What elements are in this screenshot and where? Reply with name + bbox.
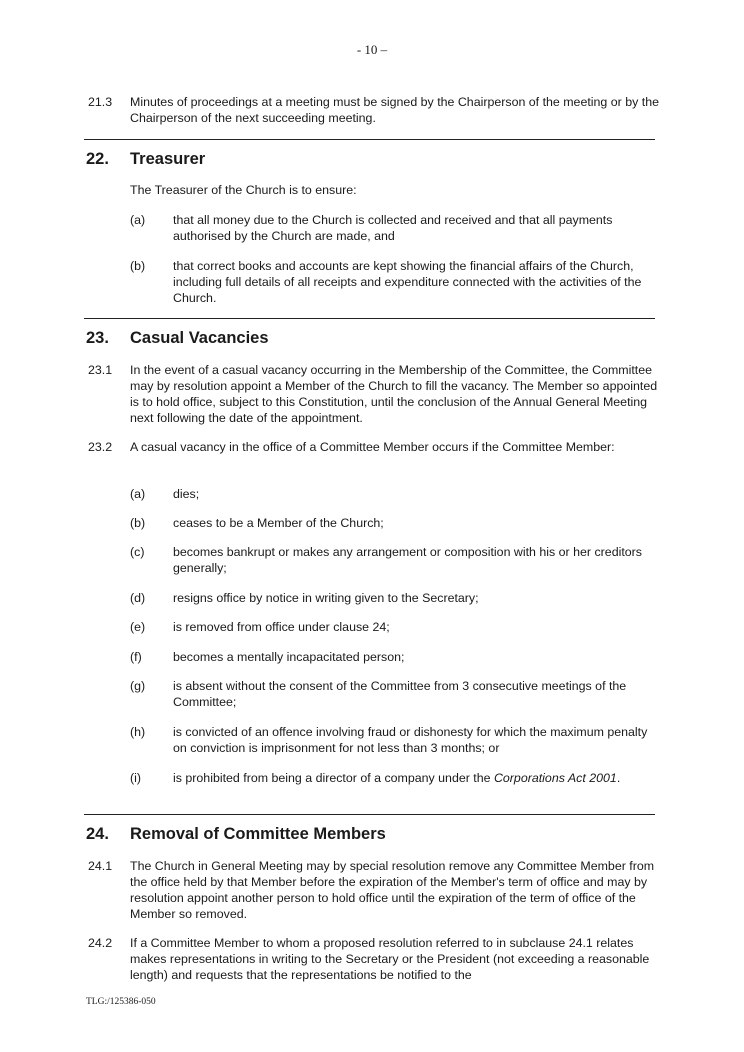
list-item — [130, 770, 660, 786]
item-label: (i) — [130, 771, 142, 785]
list-item — [130, 515, 660, 531]
item-label: (a) — [130, 487, 146, 501]
clause-number: 21.3 — [88, 95, 113, 109]
item-text: becomes a mentally incapacitated person; — [173, 650, 405, 664]
document-reference: TLG:/125386-050 — [86, 997, 156, 1007]
clause-number: 24.1 — [88, 859, 113, 873]
item-label: (c) — [130, 545, 145, 559]
list-item — [130, 724, 660, 756]
page-number: - 10 – — [356, 42, 388, 57]
section-number: 24. — [86, 825, 109, 843]
item-text: ceases to be a Member of the Church; — [173, 516, 384, 530]
section-intro: The Treasurer of the Church is to ensure: — [130, 183, 357, 197]
list-item — [130, 486, 660, 502]
clause-21-3 — [88, 94, 660, 126]
clause-23-1 — [88, 362, 660, 426]
item-text: dies; — [173, 487, 200, 501]
section-divider — [84, 139, 655, 140]
section-number: 22. — [86, 150, 109, 168]
list-item — [130, 258, 660, 306]
item-label: (h) — [130, 725, 146, 739]
item-label: (g) — [130, 679, 146, 693]
item-label: (e) — [130, 620, 146, 634]
item-label: (b) — [130, 259, 146, 273]
list-item — [130, 649, 660, 665]
clause-text: If a Committee Member to whom a proposed resolution referred to in subclause 24.1 relates makes representations in writing to the Secretary or the President (not exceeding a reasonable length) and requests that the representations be notified to the — [130, 936, 650, 982]
clause-text: A casual vacancy in the office of a Committee Member occurs if the Committee Member: — [130, 440, 615, 454]
clause-number: 24.2 — [88, 936, 113, 950]
item-text: becomes bankrupt or makes any arrangement or composition with his or her creditors generally; — [173, 545, 642, 575]
section-title: Treasurer — [130, 150, 206, 168]
list-item — [130, 678, 660, 710]
clause-23-2 — [88, 439, 660, 455]
item-text-lead: is prohibited from being a director of a company under the — [173, 771, 494, 785]
section-number: 23. — [86, 329, 109, 347]
item-label: (d) — [130, 591, 146, 605]
item-text-end: . — [616, 771, 621, 785]
clause-text: The Church in General Meeting may by special resolution remove any Committee Member from the office held by that Member before the expiration of the Member's term of office and may by resolution appoint another person to hold office until the expiration of the term of office of the Member so removed. — [130, 859, 655, 921]
clause-number: 23.1 — [88, 363, 113, 377]
item-text: is convicted of an offence involving fraud or dishonesty for which the maximum penalty on conviction is imprisonment for not less than 3 months; or — [173, 725, 648, 755]
item-label: (f) — [130, 650, 142, 664]
clause-24-1 — [88, 858, 660, 922]
clause-text: In the event of a casual vacancy occurring in the Membership of the Committee, the Committee may by resolution appoint a Member of the Church to fill the vacancy. The Member so appointed is to hold office, subject to this Constitution, until the conclusion of the Annual General Meeting next following the date of the appointment. — [130, 363, 658, 425]
clause-text: Minutes of proceedings at a meeting must be signed by the Chairperson of the meeting or by the Chairperson of the next succeeding meeting. — [130, 95, 659, 125]
item-text: that correct books and accounts are kept showing the financial affairs of the Church, including full details of all receipts and expenditure connected with the activities of the Church. — [173, 259, 642, 305]
section-divider — [84, 318, 655, 319]
section-divider — [84, 814, 655, 815]
item-label: (b) — [130, 516, 146, 530]
clause-number: 23.2 — [88, 440, 113, 454]
item-text: is absent without the consent of the Committee from 3 consecutive meetings of the Committee; — [173, 679, 627, 709]
item-text: that all money due to the Church is collected and received and that all payments authorised by the Church are made, and — [173, 213, 613, 243]
section-title: Casual Vacancies — [130, 329, 269, 347]
list-item — [130, 544, 660, 576]
item-text: resigns office by notice in writing given to the Secretary; — [173, 591, 479, 605]
item-label: (a) — [130, 213, 146, 227]
item-text: is removed from office under clause 24; — [173, 620, 390, 634]
clause-24-2 — [88, 935, 660, 983]
section-title: Removal of Committee Members — [130, 825, 386, 843]
list-item — [130, 619, 660, 635]
list-item — [130, 590, 660, 606]
act-title: Corporations Act 2001 — [493, 771, 617, 785]
list-item — [130, 212, 660, 244]
item-text — [173, 770, 660, 786]
